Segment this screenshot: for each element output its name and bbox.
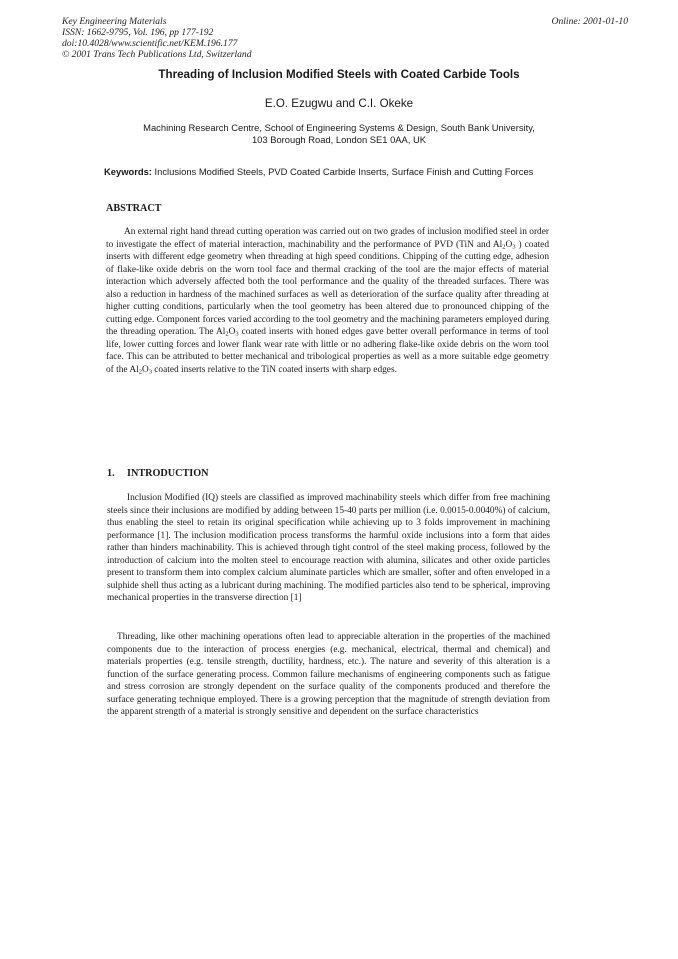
keywords-text: Inclusions Modified Steels, PVD Coated Carbide Inserts, Surface Finish and Cutting Forces [151, 166, 534, 177]
abstract-heading: ABSTRACT [106, 203, 162, 214]
intro-paragraph-2: Threading, like other machining operations often lead to appreciable alteration in the properties of the machined components due to the interaction of process energies (e.g. mechanical, electrical, thermal and chemical) and materials properties (e.g. tensile strength, ductility, hardness, etc.). The nature and severity of this alteration is a function of the surface generating process. Common failure mechanisms of engineering components such as fatigue and stress corrosion are strongly dependent on the surface quality of the components produced and therefore the surface generating technique employed. There is a growing perception that the magnitude of strength deviation from the apparent strength of a material is strongly sensitive and dependent on the surface characteristics [107, 632, 550, 718]
authors: E.O. Ezugwu and C.I. Okeke [264, 97, 414, 110]
online-date: Online: 2001-01-10 [551, 16, 628, 27]
subscript: 2 [225, 330, 229, 338]
subscript: 3 [235, 330, 239, 338]
journal-name: Key Engineering Materials [62, 16, 167, 27]
affiliation-line-2: 103 Borough Road, London SE1 0AA, UK [251, 134, 427, 145]
copyright-line: © 2001 Trans Tech Publications Ltd, Switzerland [62, 49, 252, 60]
section-number: 1. [107, 468, 115, 479]
subscript: 2 [502, 243, 506, 251]
keywords-label: Keywords: [104, 166, 152, 177]
journal-header [62, 16, 622, 60]
subscript: 3 [148, 368, 152, 376]
affiliation-line-1: Machining Research Centre, School of Engineering Systems & Design, South Bank University, [143, 122, 535, 133]
abstract-text-part: coated inserts relative to the TiN coated inserts with sharp edges. [151, 365, 397, 376]
abstract-text-part: An external right hand thread cutting operation was carried out on two grades of inclusion modified steel in order to investigate the effect of material interaction, machinability and the performance of PVD (TiN and Al [106, 227, 549, 250]
abstract-text [106, 226, 549, 377]
affiliation [100, 122, 578, 146]
section-title: INTRODUCTION [127, 468, 209, 479]
keywords [104, 166, 544, 178]
paper-title: Threading of Inclusion Modified Steels with Coated Carbide Tools [158, 68, 520, 81]
abstract-text-part: O [228, 327, 236, 338]
abstract-text-part: O [505, 239, 513, 250]
abstract-text-part: O [141, 365, 149, 376]
section-heading-introduction [107, 468, 209, 480]
doi-line: doi:10.4028/www.scientific.net/KEM.196.177 [62, 38, 238, 49]
subscript: 2 [138, 368, 142, 376]
abstract-text-part: coated inserts with honed edges gave better overall performance in terms of tool life, lower cutting forces and lower flank wear rate with little or no adhering flake-like oxide debris on the worn tool face. This can be attributed to better mechanical and tribological properties as well as a more suitable edge geometry of the Al [106, 327, 549, 376]
abstract-text-part: ) coated inserts with different edge geometry when threading at high speed conditions. Chipping of the cutting edge, adhesion of flake-like oxide debris on the worn tool face and thermal cracking of the tool are the major effects of material interaction which adversely affected both the tool performance and the quality of the threaded surfaces. There was also a reduction in hardness of the machined surfaces as well as deterioration of the surface quality after threading at higher cutting conditions, particularly when the tool geometry has been altered due to pronounced chipping of the cutting edge. Component forces varied according to the tool geometry and the machining parameters employed during the threading operation. The Al [106, 239, 550, 338]
subscript: 3 [512, 243, 516, 251]
issn-line: ISSN: 1662-9795, Vol. 196, pp 177-192 [62, 27, 214, 38]
intro-paragraph-1: Inclusion Modified (IQ) steels are classified as improved machinability steels which differ from free machining steels since their inclusions are modified by adding between 15-40 parts per million (i.e. 0.0015-0.0040%) of calcium, thus enabling the steel to retain its original specification while achieving up to 3 folds improvement in machining performance [1]. The inclusion modification process transforms the harmful oxide inclusions into a form that aides rather than hinders machinability. This is achieved through tight control of the steel making process, followed by the introduction of calcium into the molten steel to encourage reaction with alumina, silicates and other oxide particles present to transform them into complex calcium aluminate particles which are smaller, softer and often enveloped in a sulphide shell thus acting as a lubricant during machining. The modified particles also tend to be spherical, improving mechanical properties in the transverse direction [1] [107, 493, 550, 604]
